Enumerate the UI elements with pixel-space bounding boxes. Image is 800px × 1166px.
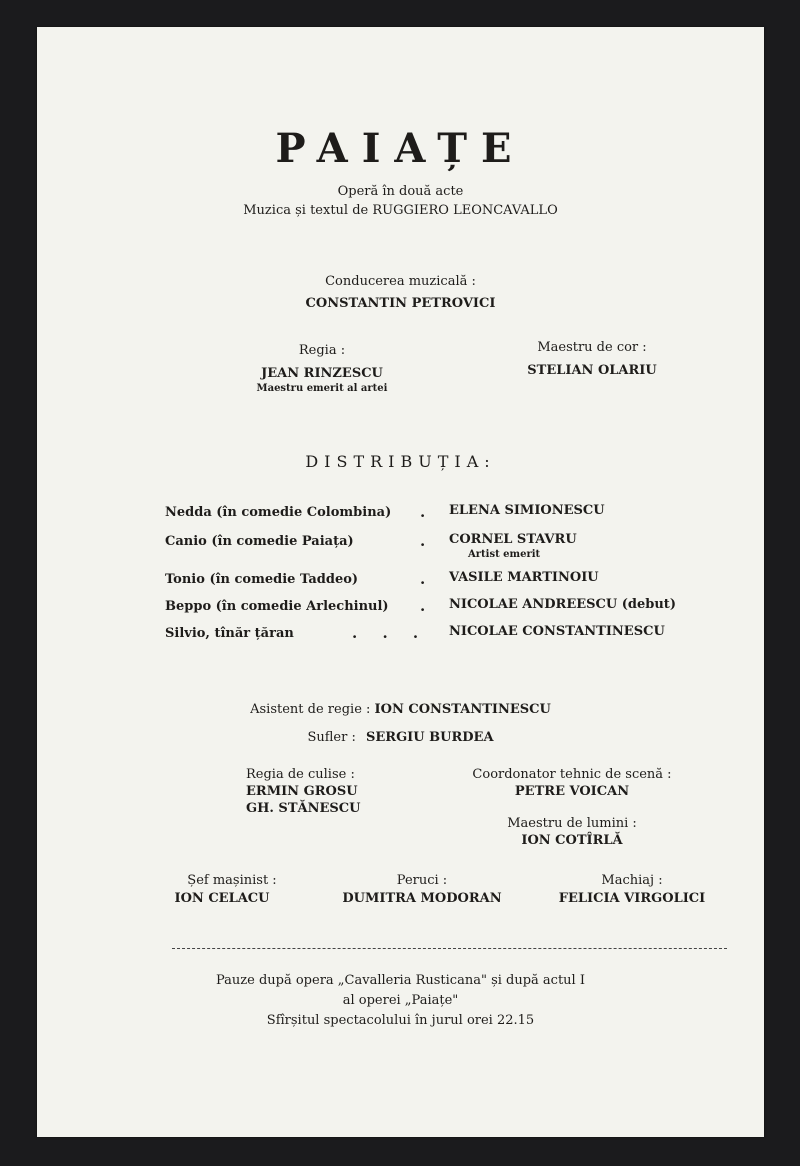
regia-name: JEAN RINZESCU [261, 366, 383, 381]
maestru-cor-label: Maestru de cor : [537, 340, 647, 355]
conducerea-label: Conducerea muzicală : [325, 274, 476, 289]
machiaj-name: FELICIA VIRGOLICI [558, 891, 706, 906]
cast-separator: . [420, 570, 426, 588]
culise-name-2: GH. STĂNESCU [246, 801, 361, 816]
peruci-name: DUMITRA MODORAN [342, 891, 502, 906]
lumini-name: ION COTÎRLĂ [521, 833, 623, 848]
asistent-label: Asistent de regie : [250, 702, 371, 717]
conducerea-name: CONSTANTIN PETROVICI [305, 296, 496, 311]
footer-line-2: al operei „Paiațe" [342, 993, 459, 1008]
cast-separator: . [420, 597, 426, 615]
distributia-heading: DISTRIBUȚIA: [305, 452, 496, 471]
footer-line-1: Pauze după opera „Cavalleria Rusticana" și după actul I [216, 973, 585, 988]
page-title: PAIAȚE [275, 125, 526, 172]
cast-separator: . [420, 503, 426, 521]
regia-note: Maestru emerit al artei [256, 383, 388, 394]
cast-actor: NICOLAE ANDREESCU (debut) [449, 597, 676, 612]
divider-line [172, 948, 727, 949]
cast-separator: . [420, 532, 426, 550]
sufler-label: Sufler : [307, 730, 356, 745]
machiaj-label: Machiaj : [601, 873, 663, 888]
cast-role: Tonio (în comedie Taddeo) [165, 572, 359, 587]
cast-actor: ELENA SIMIONESCU [449, 503, 605, 518]
culise-name-1: ERMIN GROSU [246, 784, 358, 799]
masinist-name: ION CELACU [174, 891, 270, 906]
asistent-name: ION CONSTANTINESCU [374, 702, 551, 717]
cast-actor: CORNEL STAVRU [449, 532, 577, 547]
cast-role: Beppo (în comedie Arlechinul) [165, 599, 389, 614]
coordonator-label: Coordonator tehnic de scenă : [472, 767, 672, 782]
sufler-name: SERGIU BURDEA [365, 730, 494, 745]
lumini-label: Maestru de lumini : [507, 816, 637, 831]
coordonator-name: PETRE VOICAN [514, 784, 630, 799]
cast-role: Nedda (în comedie Colombina) [165, 505, 392, 520]
regia-label: Regia : [298, 343, 346, 358]
peruci-label: Peruci : [396, 873, 448, 888]
subtitle-opera: Operă în două acte [337, 184, 464, 199]
cast-actor: VASILE MARTINOIU [449, 570, 599, 585]
program-sheet [37, 27, 764, 1137]
cast-role: Silvio, tînăr țăran [165, 626, 294, 641]
cast-separator: . . . [352, 624, 429, 642]
maestru-cor-name: STELIAN OLARIU [527, 363, 657, 378]
cast-role: Canio (în comedie Paiața) [165, 534, 354, 549]
masinist-label: Șef mașinist : [187, 873, 277, 888]
asistent-line [37, 702, 764, 717]
culise-label: Regia de culise : [246, 767, 355, 782]
cast-actor-note: Artist emerit [468, 549, 541, 560]
footer-line-3: Sfîrșitul spectacolului în jurul orei 22.15 [266, 1013, 535, 1028]
cast-actor: NICOLAE CONSTANTINESCU [449, 624, 665, 639]
subtitle-composer: Muzica și textul de RUGGIERO LEONCAVALLO [243, 203, 558, 218]
sufler-line [37, 730, 764, 745]
